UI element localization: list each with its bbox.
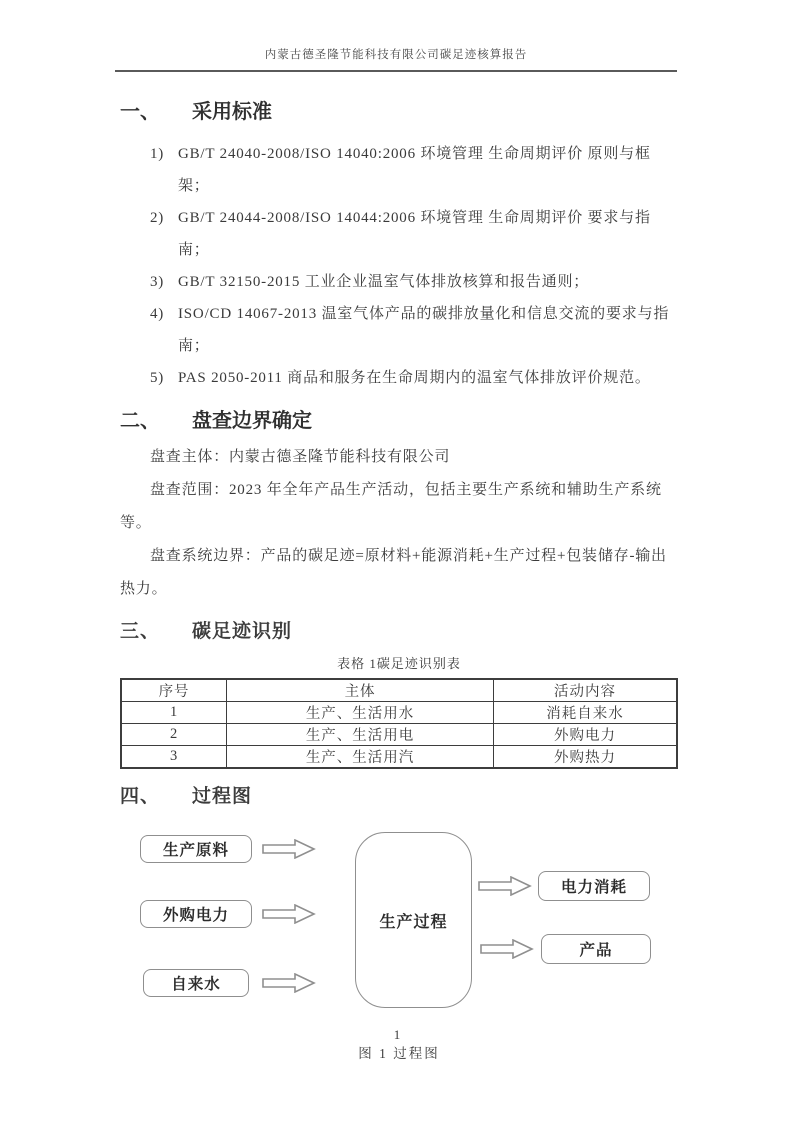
table-cell: 生产、生活用电 bbox=[227, 724, 494, 746]
table-header-row bbox=[121, 679, 677, 702]
diagram-node-electricity-consumption bbox=[538, 871, 650, 901]
list-marker: 4) bbox=[150, 306, 165, 322]
column-header: 序号 bbox=[121, 679, 227, 702]
section-heading-process-diagram bbox=[120, 781, 678, 808]
list-item bbox=[120, 298, 678, 362]
list-text: GB/T 24040-2008/ISO 14040:2006 环境管理 生命周期评价 原则与框架； bbox=[178, 146, 651, 194]
list-marker: 2) bbox=[150, 210, 165, 226]
document-title: 内蒙古德圣隆节能科技有限公司碳足迹核算报告 bbox=[264, 49, 528, 61]
list-text: PAS 2050-2011 商品和服务在生命周期内的温室气体排放评价规范。 bbox=[178, 370, 651, 386]
diagram-node-purchased-electricity bbox=[140, 900, 252, 928]
section-heading-boundary bbox=[120, 404, 678, 433]
list-item bbox=[120, 362, 678, 394]
process-flow-diagram bbox=[120, 826, 678, 1026]
diagram-node-product bbox=[541, 934, 651, 964]
page-number: 1 bbox=[393, 1027, 401, 1042]
standards-list bbox=[120, 138, 678, 394]
section-title: 碳足迹识别 bbox=[192, 621, 293, 642]
right-arrow-icon bbox=[262, 839, 316, 859]
node-label: 外购电力 bbox=[162, 907, 229, 924]
table-caption: 表格 1碳足迹识别表 bbox=[337, 656, 461, 671]
right-arrow-icon bbox=[262, 904, 316, 924]
node-label: 产品 bbox=[579, 942, 613, 959]
paragraph-subject: 盘查主体：内蒙古德圣隆节能科技有限公司 bbox=[150, 449, 451, 465]
figure-caption: 图 1 过程图 bbox=[358, 1046, 440, 1061]
right-arrow-icon bbox=[480, 939, 534, 959]
node-label: 生产原料 bbox=[162, 842, 229, 859]
table-cell: 生产、生活用水 bbox=[227, 702, 494, 724]
node-label: 生产过程 bbox=[379, 913, 448, 931]
table-row bbox=[121, 724, 677, 746]
list-text: GB/T 32150-2015 工业企业温室气体排放核算和报告通则； bbox=[178, 274, 590, 290]
node-label: 电力消耗 bbox=[560, 879, 627, 896]
list-item bbox=[120, 138, 678, 202]
section-title: 过程图 bbox=[192, 786, 253, 807]
section-number: 二、 bbox=[120, 410, 160, 432]
section-number: 四、 bbox=[120, 786, 161, 807]
paragraph-system-boundary: 盘查系统边界：产品的碳足迹=原材料+能源消耗+生产过程+包装储存-输出热力。 bbox=[120, 548, 667, 597]
list-marker: 5) bbox=[150, 370, 165, 386]
table-cell: 消耗自来水 bbox=[494, 702, 678, 724]
table-row bbox=[121, 746, 677, 769]
section-heading-standards bbox=[120, 95, 678, 124]
diagram-node-tap-water bbox=[143, 969, 249, 997]
list-text: ISO/CD 14067-2013 温室气体产品的碳排放量化和信息交流的要求与指南； bbox=[178, 306, 670, 354]
right-arrow-icon bbox=[478, 876, 532, 896]
section-heading-footprint-id bbox=[120, 616, 678, 643]
section-title: 盘查边界确定 bbox=[192, 410, 312, 432]
table-cell: 外购电力 bbox=[494, 724, 678, 746]
table-cell: 3 bbox=[121, 746, 227, 769]
table-cell: 2 bbox=[121, 724, 227, 746]
diagram-node-production-process bbox=[355, 832, 472, 1008]
running-header bbox=[115, 46, 677, 72]
section-number: 三、 bbox=[120, 621, 161, 642]
section-title: 采用标准 bbox=[192, 101, 272, 123]
table-cell: 1 bbox=[121, 702, 227, 724]
diagram-node-raw-materials bbox=[140, 835, 252, 863]
column-header: 活动内容 bbox=[494, 679, 678, 702]
paragraph-scope: 盘查范围：2023 年全年产品生产活动，包括主要生产系统和辅助生产系统等。 bbox=[120, 482, 662, 531]
table-row bbox=[121, 702, 677, 724]
table-cell: 外购热力 bbox=[494, 746, 678, 769]
list-item bbox=[120, 202, 678, 266]
right-arrow-icon bbox=[262, 973, 316, 993]
section-number: 一、 bbox=[120, 101, 160, 123]
list-marker: 3) bbox=[150, 274, 165, 290]
table-cell: 生产、生活用汽 bbox=[227, 746, 494, 769]
list-item bbox=[120, 266, 678, 298]
document-body bbox=[120, 95, 678, 1062]
column-header: 主体 bbox=[227, 679, 494, 702]
footprint-identification-table bbox=[120, 678, 678, 769]
node-label: 自来水 bbox=[171, 976, 221, 993]
list-text: GB/T 24044-2008/ISO 14044:2006 环境管理 生命周期评价 要求与指南； bbox=[178, 210, 651, 258]
list-marker: 1) bbox=[150, 146, 165, 162]
